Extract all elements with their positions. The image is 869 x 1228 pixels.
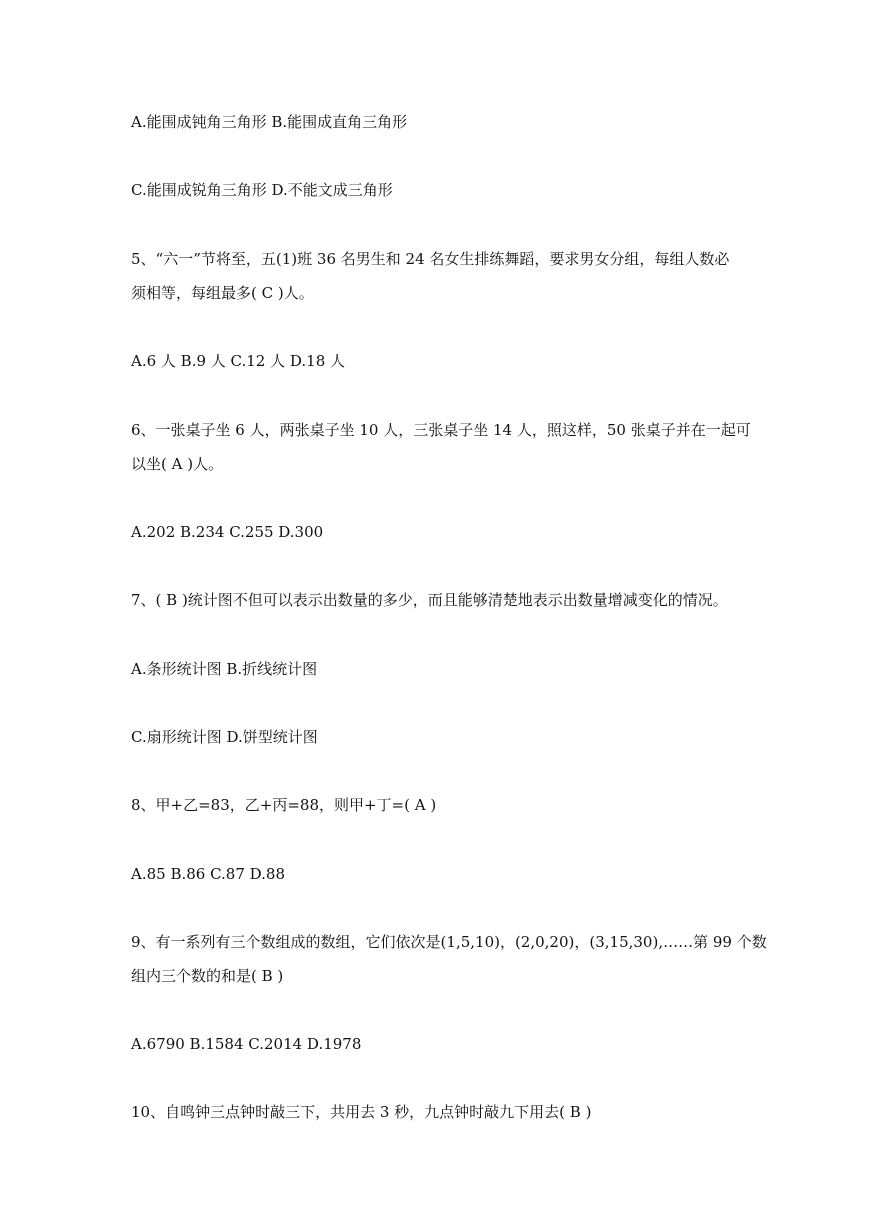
q6-text-line1: 6、一张桌子坐 6 人，两张桌子坐 10 人，三张桌子坐 14 人，照这样，50 张桌子并在一起可	[131, 421, 751, 439]
q6-text-line2: 以坐( A )人。	[131, 455, 224, 473]
q7-options-ab: A.条形统计图 B.折线统计图	[131, 660, 318, 678]
q8-text: 8、甲+乙=83，乙+丙=88，则甲+丁=( A )	[131, 796, 437, 814]
q6-options: A.202 B.234 C.255 D.300	[131, 523, 324, 541]
q8-options: A.85 B.86 C.87 D.88	[131, 865, 286, 883]
q7-text: 7、( B )统计图不但可以表示出数量的多少，而且能够清楚地表示出数量增减变化的情况。	[131, 591, 728, 609]
q5-text-line2: 须相等，每组最多( C )人。	[131, 284, 314, 302]
q9-text-line1: 9、有一系列有三个数组成的数组，它们依次是(1,5,10)，(2,0,20)，(3,15,30),……第 99 个数	[131, 933, 767, 951]
q5-text-line1: 5、“六一”节将至，五(1)班 36 名男生和 24 名女生排练舞蹈，要求男女分组，每组人数必	[131, 250, 730, 268]
q9-options: A.6790 B.1584 C.2014 D.1978	[131, 1035, 362, 1053]
q5-options: A.6 人 B.9 人 C.12 人 D.18 人	[131, 352, 345, 370]
q9-text-line2: 组内三个数的和是( B )	[131, 967, 284, 985]
q4-options-ab: A.能围成钝角三角形 B.能围成直角三角形	[131, 113, 408, 131]
q10-text: 10、自鸣钟三点钟时敲三下，共用去 3 秒，九点钟时敲九下用去( B )	[131, 1103, 592, 1121]
q7-options-cd: C.扇形统计图 D.饼型统计图	[131, 728, 318, 746]
q4-options-cd: C.能围成锐角三角形 D.不能文成三角形	[131, 181, 393, 199]
